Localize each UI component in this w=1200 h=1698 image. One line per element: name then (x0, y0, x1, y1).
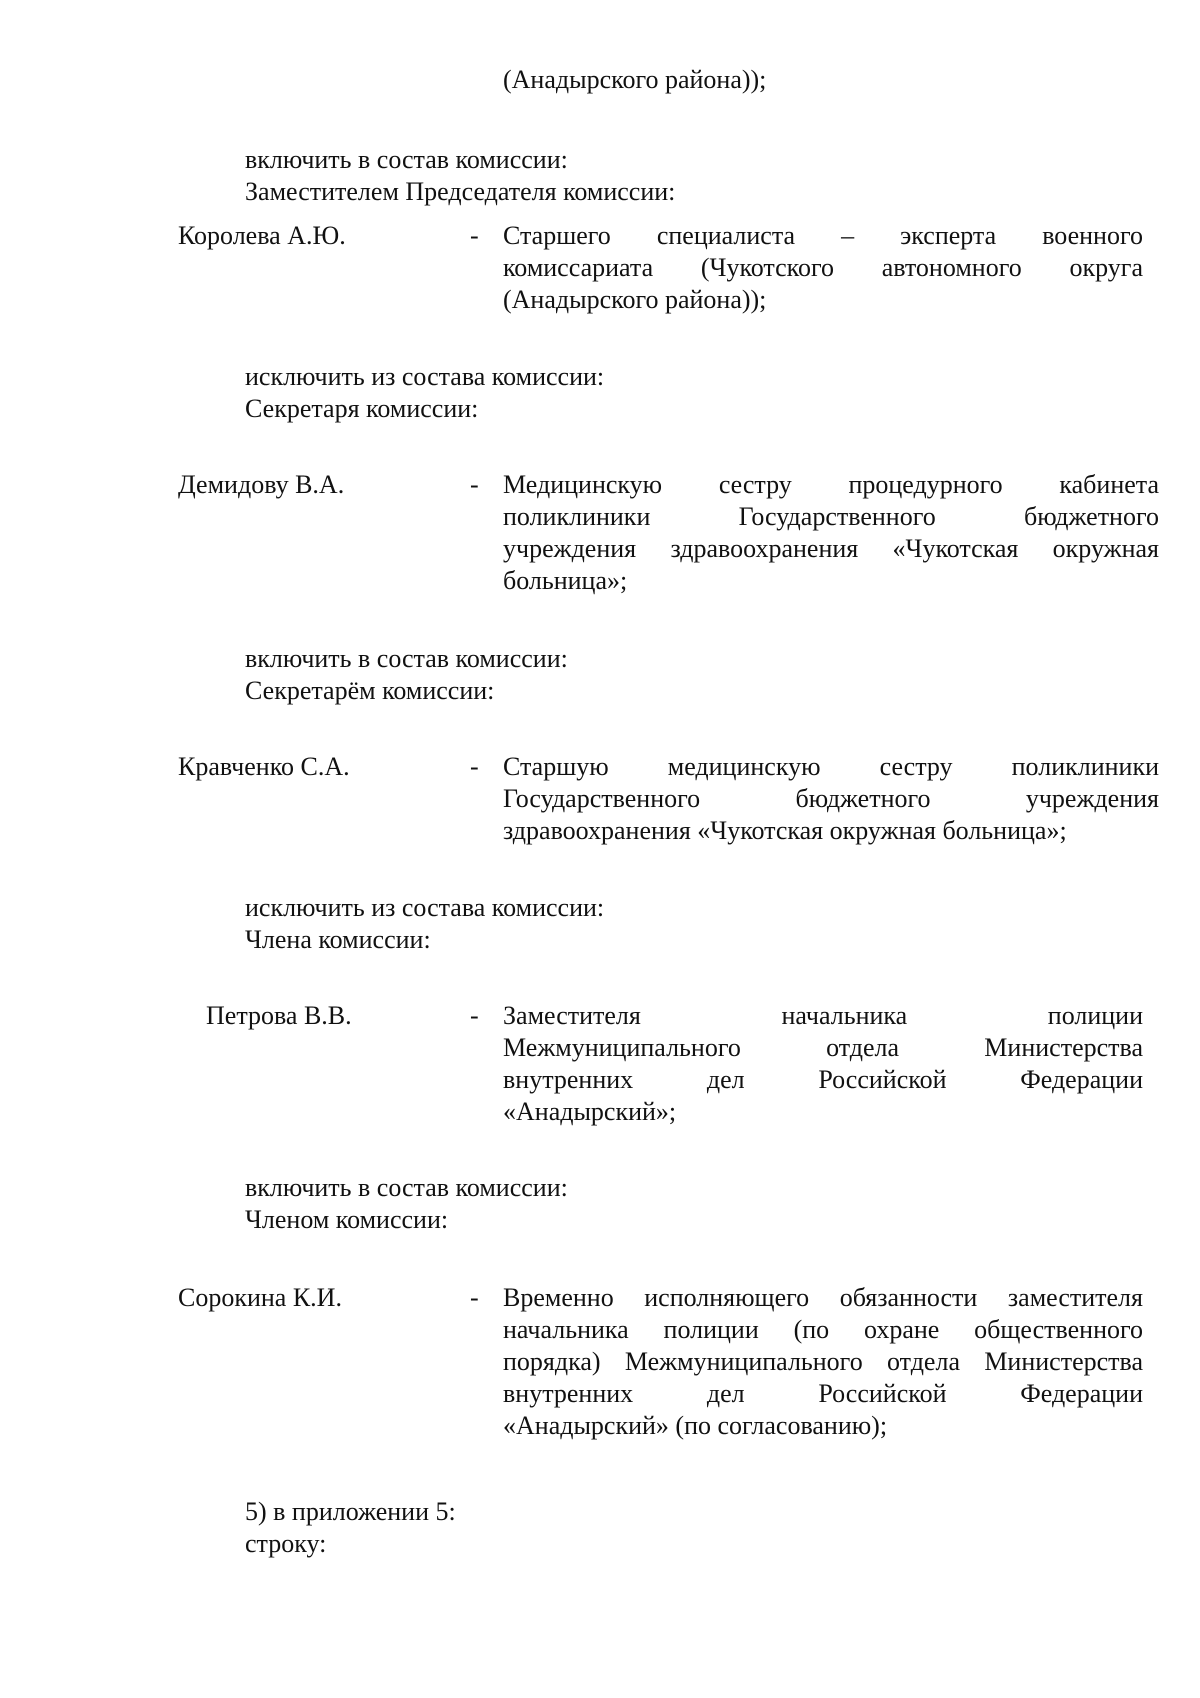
role-heading: Членом комиссии: (245, 1205, 449, 1234)
role-heading: Секретарём комиссии: (245, 676, 495, 705)
continuation-line: (Анадырского района)); (503, 65, 767, 94)
appendix-item: 5) в приложении 5: (245, 1497, 456, 1526)
member-description (503, 469, 1159, 597)
description-line: начальника полиции (по охране общественного (503, 1315, 1143, 1344)
member-description (503, 1282, 1143, 1442)
member-description (503, 751, 1159, 847)
description-line: поликлиники Государственного бюджетного (503, 502, 1159, 531)
role-heading: Секретаря комиссии: (245, 394, 479, 423)
member-description (503, 1000, 1143, 1128)
action-include: включить в состав комиссии: (245, 644, 568, 673)
description-line: Старшую медицинскую сестру поликлиники (503, 752, 1159, 781)
description-line: Временно исполняющего обязанности заместителя (503, 1283, 1143, 1312)
member-name: Демидову В.А. (178, 470, 345, 499)
description-line: Старшего специалиста – эксперта военного (503, 221, 1143, 250)
member-description (503, 220, 1143, 316)
description-line: здравоохранения «Чукотская окружная больница»; (503, 816, 1067, 845)
description-line: Заместителя начальника полиции (503, 1001, 1143, 1030)
member-dash: - (470, 221, 479, 250)
member-name: Петрова В.В. (206, 1001, 352, 1030)
member-name: Кравченко С.А. (178, 752, 350, 781)
action-exclude: исключить из состава комиссии: (245, 362, 605, 391)
action-exclude: исключить из состава комиссии: (245, 893, 605, 922)
member-dash: - (470, 1283, 479, 1312)
member-name: Сорокина К.И. (178, 1283, 342, 1312)
description-line: больница»; (503, 566, 628, 595)
description-line: Медицинскую сестру процедурного кабинета (503, 470, 1159, 499)
member-dash: - (470, 470, 479, 499)
description-line: комиссариата (Чукотского автономного округа (503, 253, 1143, 282)
description-line: внутренних дел Российской Федерации (503, 1379, 1143, 1408)
description-line: Государственного бюджетного учреждения (503, 784, 1159, 813)
description-line: (Анадырского района)); (503, 285, 767, 314)
member-dash: - (470, 1001, 479, 1030)
description-line: порядка) Межмуниципального отдела Министерства (503, 1347, 1143, 1376)
action-include: включить в состав комиссии: (245, 145, 568, 174)
description-line: «Анадырский» (по согласованию); (503, 1411, 888, 1440)
member-dash: - (470, 752, 479, 781)
role-heading: Члена комиссии: (245, 925, 431, 954)
description-line: «Анадырский»; (503, 1097, 677, 1126)
appendix-line-label: строку: (245, 1529, 327, 1558)
description-line: учреждения здравоохранения «Чукотская окружная (503, 534, 1159, 563)
role-heading: Заместителем Председателя комиссии: (245, 177, 676, 206)
description-line: Межмуниципального отдела Министерства (503, 1033, 1143, 1062)
member-name: Королева А.Ю. (178, 221, 346, 250)
action-include: включить в состав комиссии: (245, 1173, 568, 1202)
description-line: внутренних дел Российской Федерации (503, 1065, 1143, 1094)
